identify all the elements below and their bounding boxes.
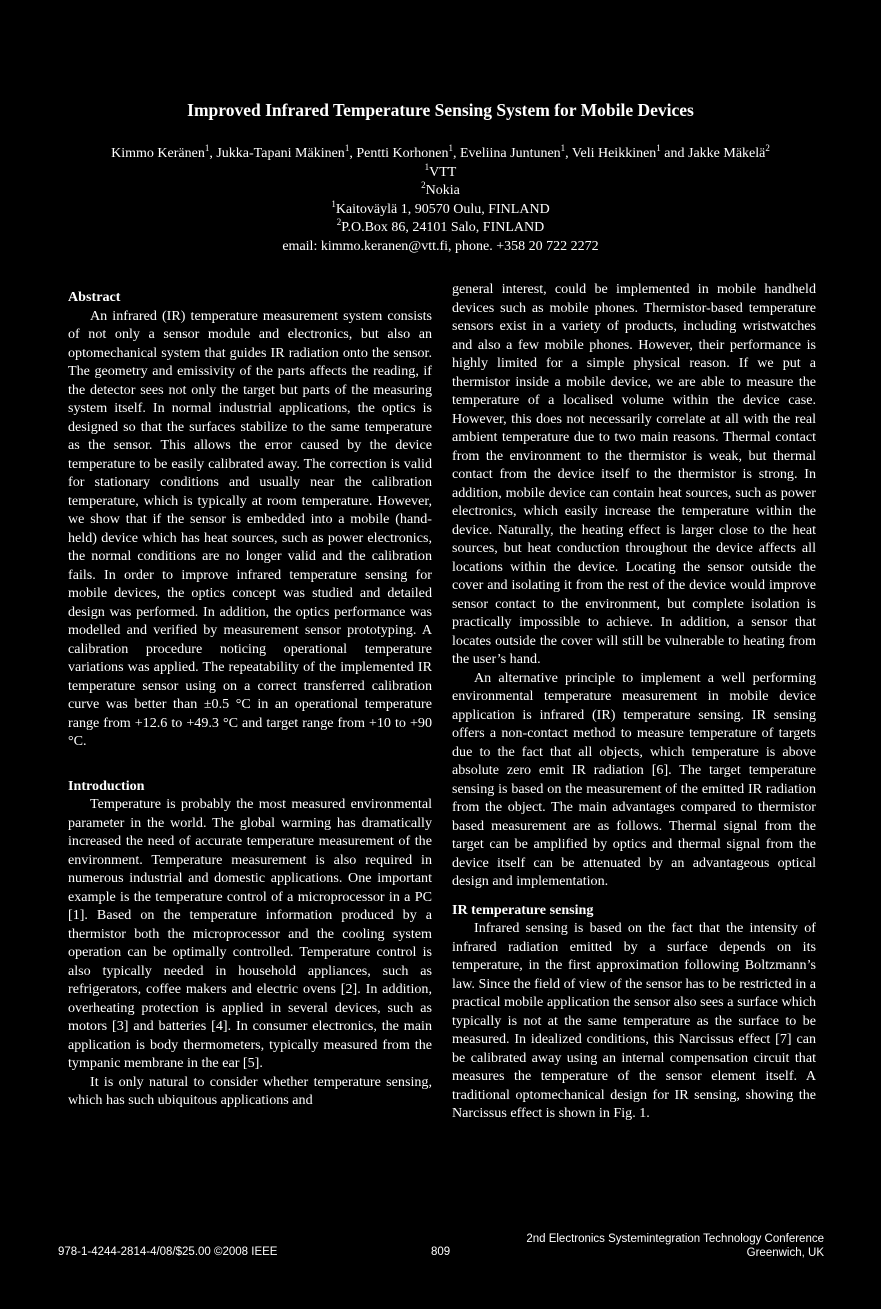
ir-sensing-paragraph-1: Infrared sensing is based on the fact that the intensity of infrared radiation emitted by a surface depends on its temperature, in the first approximation following Boltzmann’s law. Since the field of view of the sensor has to be restricted in a practical mobile application the sensor also sees a surface which typically is not at the same temperature as the surface to be measured. In idealized conditions, this Narcissus effect [7] can be calibrated away using an internal compensation circuit that measures the temperature of the sensor element itself. A traditional optomechanical design for IR sensing, showing the Narcissus effect is shown in Fig. 1.: [452, 920, 816, 1121]
introduction-heading: Introduction: [68, 777, 145, 794]
footer-conference: [526, 1232, 824, 1260]
conference-name: 2nd Electronics Systemintegration Technology Conference: [526, 1233, 824, 1245]
conference-location: Greenwich, UK: [746, 1247, 824, 1259]
author-name: Pentti Korhonen: [356, 146, 449, 161]
introduction-paragraph-3: An alternative principle to implement a well performing environmental temperature measurement in mobile device application is infrared (IR) temperature sensing. IR sensing offers a non-contact method to measure temperature of targets due to the fact that all objects, which temperature is above absolute zero emit IR radiation [6]. The target temperature sensing is based on the measurement of the emitted IR radiation from the object. The main advantages compared to thermistor based measurement are as follows. Thermal signal from the target can be amplified by optics and thermal signal from the device itself can be attenuated by an advantageous optical design and implementation.: [452, 669, 816, 889]
contact-email: email: kimmo.keranen@vtt.fi, phone. +358 20 722 2272: [282, 238, 599, 254]
author-list: Kimmo Keränen$^1$, Jukka-Tapani Mäkinen$^1$, Pentti Korhonen$^1$, Eveliina Juntunen$^1$, Veli Heikkinen$^1$ and Jakke Mäkelä$^2$: [111, 143, 770, 161]
abstract-heading: Abstract: [68, 289, 121, 305]
ir-sensing-heading: IR temperature sensing: [452, 901, 594, 918]
address-2: $^2$P.O.Box 86, 24101 Salo, FINLAND: [336, 217, 545, 235]
affiliation-mark: 1: [560, 143, 566, 153]
abstract-text: An infrared (IR) temperature measurement system consists of not only a sensor module and electronics, but also an optomechanical system that guides IR radiation onto the sensor. The geometry and emissivity of the parts affects the reading, if the detector sees not only the target but parts of the measuring system itself. In normal industrial applications, the optics is designed so that the surfaces stabilize to the same temperature as the sensor. This allows the error caused by the device temperature to be easily calibrated away. The correction is valid for stationary conditions and usually near the calibration temperature, which is typically at room temperature. However, we show that if the sensor is embedded into a mobile (hand-held) device which has heat sources, such as power electronics, the normal conditions are no longer valid and the calibration fails. In order to improve infrared temperature sensing for mobile devices, the optics concept was studied and detailed design was performed. In addition, the optics performance was modelled and verified by measurement sensor prototyping. A calibration procedure noticing operational temperature variations was applied. The repeatability of the implemented IR temperature sensor using on a correct transferred calibration curve was better than ±0.5 °C in an operational temperature range from +12.6 to +49.3 °C and target range from +10 to +90 °C.: [68, 307, 432, 749]
author-name: Jakke Mäkelä: [688, 146, 766, 161]
address-1: $^1$Kaitoväylä 1, 90570 Oulu, FINLAND: [331, 198, 550, 217]
left-column: [68, 280, 432, 1110]
organization-1: $^1$VTT: [424, 161, 457, 180]
right-column: [452, 280, 816, 1123]
author-name: Kimmo Keränen: [111, 146, 205, 161]
author-name: Veli Heikkinen: [571, 146, 657, 161]
introduction-paragraph-2-continued: general interest, could be implemented in mobile handheld devices such as mobile phones. Thermistor-based temperature sensors exist in a variety of products, including wristwatches and also a few mobile phones. However, their performance is highly limited for a simple physical reason. If we put a thermistor inside a mobile device, we are able to measure the temperature of a localised volume within the device case. However, this does not necessarily correlate at all with the real ambient temperature due to two main reasons. Thermal contact from the environment to the thermistor is weak, but thermal contact from the device itself to the thermistor is strong. In addition, mobile device can contain heat sources, such as power electronics, which easily increase the temperature within the device. Naturally, the heating effect is larger close to the heat sources, but heat conduction throughout the device affects all locations within the device. Locating the sensor outside the cover and isolating it from the rest of the device would improve sensor contact to the environment, but complete isolation is practically impossible to achieve. In addition, a sensor that locates outside the cover will still be vulnerable to heating from the user’s hand.: [452, 281, 816, 667]
author-name: Eveliina Juntunen: [459, 146, 561, 161]
organization-2: $^2$Nokia: [421, 180, 460, 198]
introduction-paragraph-1: Temperature is probably the most measured environmental parameter in the world. The global warming has dramatically increased the need of accurate temperature measurement of the environment. Temperature measurement is also required in numerous industrial and domestic applications. One important example is the temperature control of a microprocessor in a PC [1]. Based on the temperature information produced by a thermistor both the microprocessor and the cooling system operation can be optimally controlled. Temperature control is also typically needed in household appliances, such as refrigerators, coffee makers and electric ovens [2]. In addition, overheating protection is applied in several devices, such as motors [3] and batteries [4]. In consumer electronics, the main application is body thermometers, typically measured from the tympanic membrane in the ear [5].: [68, 796, 432, 1071]
affiliation-mark: 1: [204, 143, 210, 153]
author-conjunction: and: [664, 146, 685, 161]
introduction-paragraph-2-start: It is only natural to consider whether temperature sensing, which has such ubiquitous applications and: [68, 1073, 432, 1108]
author-block: [0, 145, 881, 256]
page-number: 809: [431, 1246, 451, 1258]
affiliation-mark: 1: [448, 143, 453, 153]
affiliation-mark: 2: [765, 143, 770, 153]
footer-isbn: 978-1-4244-2814-4/08/$25.00 ©2008 IEEE: [58, 1246, 278, 1258]
paper-title: Improved Infrared Temperature Sensing System for Mobile Devices: [187, 100, 694, 120]
author-name: Jukka-Tapani Mäkinen: [216, 146, 345, 161]
affiliation-mark: 1: [656, 143, 661, 153]
affiliation-mark: 1: [344, 143, 350, 153]
